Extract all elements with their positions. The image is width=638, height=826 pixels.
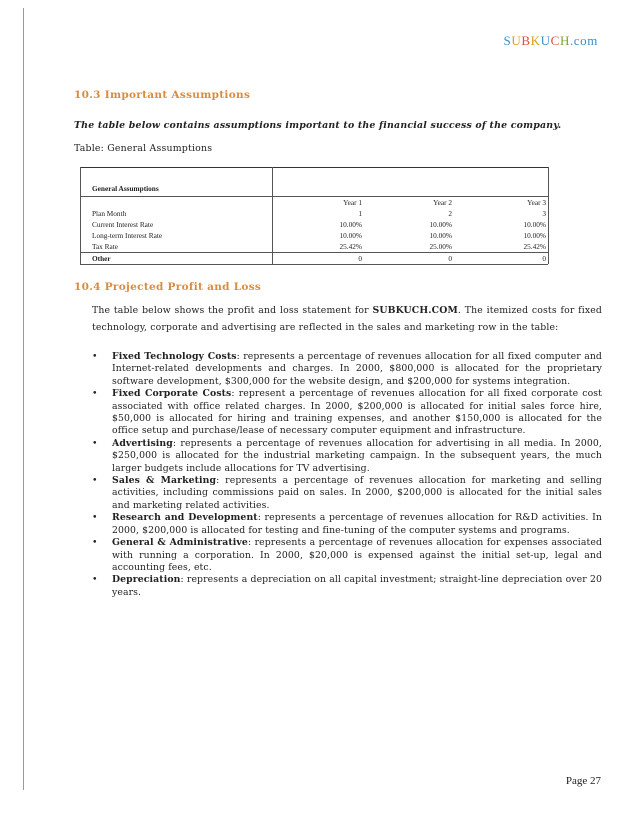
table-rule xyxy=(272,167,273,264)
bullet-text: : represent a percentage of revenues allocation for all fixed corporate cost associated with office related charges. In 2000, $200,000 is allocated for initial sales force hire, $50,000 is allocated for hiring and training expenses, and another $150,000 is allocated for the office setup and purchase/lease of necessary computer equipment and infrastructure. xyxy=(112,388,603,437)
bullet-icon: • xyxy=(92,388,98,400)
row-value: 2 xyxy=(448,209,452,218)
list-item xyxy=(92,438,602,475)
table-rule xyxy=(80,167,81,264)
list-item xyxy=(92,475,602,512)
footer-label: Other xyxy=(92,254,111,263)
table-caption: Table: General Assumptions xyxy=(74,143,213,154)
bullet-term: Fixed Corporate Costs xyxy=(112,388,232,400)
row-value: 25.42% xyxy=(339,242,362,251)
column-header: Year 3 xyxy=(527,198,546,207)
bullet-text: : represents a percentage of revenues allocation for all fixed computer and Internet-related developments and charges. In 2000, $800,000 is allocated for the proprietary software development, $300,000 for the website design, and $200,000 for systems integration. xyxy=(112,351,602,387)
bullet-icon: • xyxy=(92,437,98,449)
brand-letter: S xyxy=(503,33,512,48)
bullet-icon: • xyxy=(92,475,98,487)
bullet-icon: • xyxy=(92,537,98,549)
brand-letter: K xyxy=(530,33,541,48)
row-value: 10.00% xyxy=(429,231,452,240)
bullet-icon: • xyxy=(92,512,98,524)
column-header: Year 2 xyxy=(433,198,452,207)
row-value: 25.42% xyxy=(523,242,546,251)
bullet-icon: • xyxy=(92,351,98,362)
footer-value: 0 xyxy=(542,254,546,263)
brand-logo xyxy=(504,33,598,49)
row-label: Plan Month xyxy=(92,209,127,218)
brand-letter: U xyxy=(511,33,522,48)
row-label: Current Interest Rate xyxy=(92,220,154,229)
list-item xyxy=(92,512,602,537)
margin-rule xyxy=(23,8,24,790)
para-text: The table below shows the profit and loss statement for xyxy=(92,305,373,316)
profit-loss-paragraph xyxy=(92,303,602,336)
footer-value: 0 xyxy=(448,254,452,263)
table-rule xyxy=(548,167,549,264)
bullet-term: Advertising xyxy=(112,437,173,449)
bullet-term: General & Administrative xyxy=(112,537,248,549)
list-item xyxy=(92,351,602,388)
table-rule xyxy=(80,196,548,197)
company-name: SUBKUCH.COM xyxy=(372,305,458,316)
bullet-term: Sales & Marketing xyxy=(112,475,217,487)
row-value: 10.00% xyxy=(523,231,546,240)
bullet-text: : represents a percentage of revenues allocation for advertising in all media. In 2000, $250,000 is allocated for the industrial marketing campaign. In the subsequent years, the much larger budgets include allocations for TV advertising. xyxy=(112,437,602,474)
row-value: 10.00% xyxy=(339,220,362,229)
column-header: Year 1 xyxy=(343,198,362,207)
brand-letter: .com xyxy=(569,33,598,48)
table-title: General Assumptions xyxy=(92,184,159,193)
table-rule xyxy=(80,252,548,253)
section-heading-assumptions: 10.3 Important Assumptions xyxy=(74,89,251,101)
table-top-rule xyxy=(80,167,548,168)
bullet-term: Depreciation xyxy=(112,574,181,586)
row-value: 3 xyxy=(542,209,546,218)
bullet-text: : represents a depreciation on all capital investment; straight-line depreciation over 20 years. xyxy=(112,574,602,598)
para-text: . The itemized costs for fixed technology, corporate and advertising are reflected in the sales and marketing row in the table: xyxy=(92,305,603,333)
list-item xyxy=(92,537,602,574)
footer-value: 0 xyxy=(358,254,362,263)
brand-letter: H xyxy=(559,33,570,48)
page-number: Page 27 xyxy=(565,775,601,787)
brand-letter: B xyxy=(521,33,531,48)
bullet-text: : represents a percentage of revenues allocation for expenses associated with running a corporation. In 2000, $20,000 is expensed against the initial set-up, legal and accounting fees, etc. xyxy=(112,537,602,573)
row-value: 10.00% xyxy=(339,231,362,240)
list-item xyxy=(92,388,602,438)
bullet-term: Fixed Technology Costs xyxy=(112,351,237,362)
bullet-text: : represents a percentage of revenues allocation for marketing and selling activities, including commissions paid on sales. In 2000, $200,000 is allocated for the initial sales and marketing related activities. xyxy=(112,475,602,511)
row-value: 1 xyxy=(358,209,362,218)
table-rule xyxy=(80,264,548,265)
row-value: 10.00% xyxy=(429,220,452,229)
row-value: 10.00% xyxy=(523,220,546,229)
cost-bullet-list xyxy=(92,351,602,599)
row-value: 25.00% xyxy=(429,242,452,251)
brand-letter: C xyxy=(550,33,560,48)
brand-letter: U xyxy=(540,33,551,48)
assumptions-intro: The table below contains assumptions important to the financial success of the company. xyxy=(74,120,562,131)
bullet-icon: • xyxy=(92,574,98,586)
row-label: Tax Rate xyxy=(92,242,119,251)
row-label: Long-term Interest Rate xyxy=(92,231,163,240)
bullet-text: : represents a percentage of revenues allocation for R&D activities. In 2000, $200,000 is allocated for testing and fine-tuning of the computer systems and programs. xyxy=(112,512,603,536)
section-heading-profit-loss: 10.4 Projected Profit and Loss xyxy=(74,281,262,293)
bullet-term: Research and Development xyxy=(112,512,258,524)
list-item xyxy=(92,574,602,599)
